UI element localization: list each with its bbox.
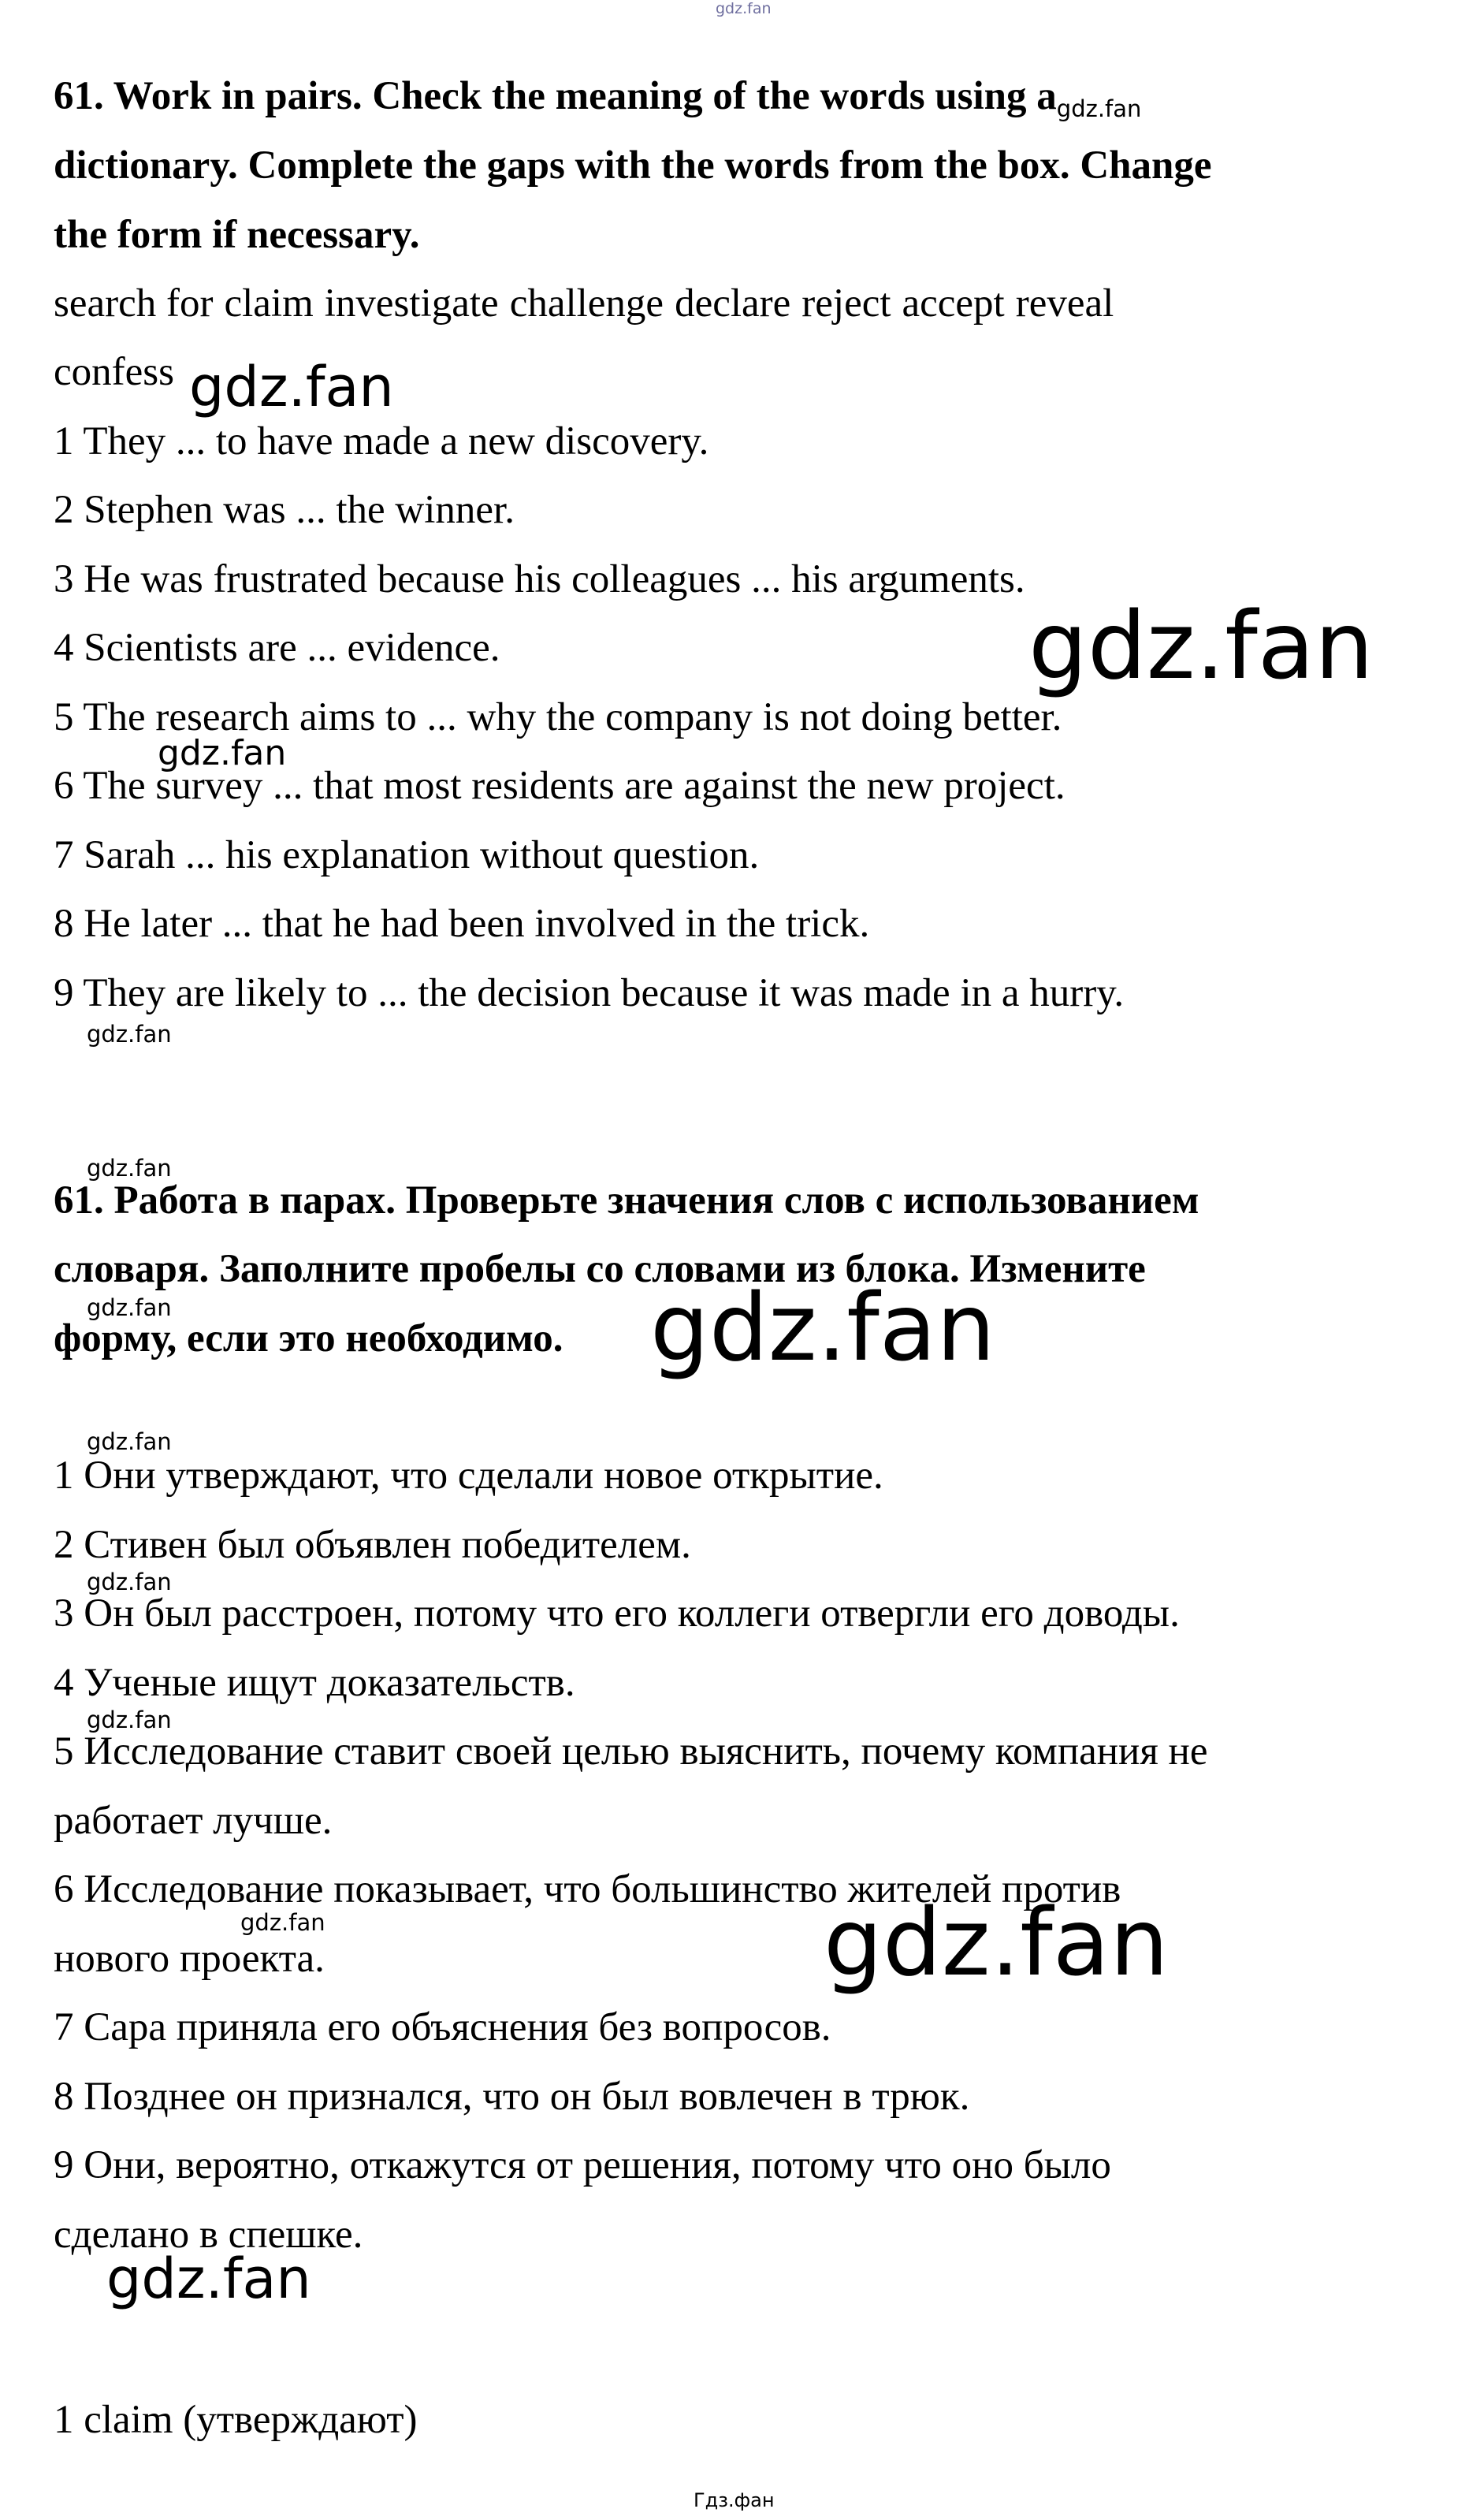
watermark: gdz.fan [106,2246,311,2311]
watermark: gdz.fan [87,1707,172,1733]
word-box-item: investigate [324,281,499,326]
sentence-en-9: 9 They are likely to ... the decision because it was made in a hurry. [54,971,1125,1015]
sentence-ru-5-cont: работает лучше. [54,1799,333,1843]
watermark: gdz.fan [87,1294,172,1321]
word-box-item: confess [54,350,174,394]
watermark: gdz.fan [650,1273,995,1382]
watermark: gdz.fan [158,733,287,773]
sentence-ru-4: 4 Ученые ищут доказательств. [54,1661,575,1705]
sentence-ru-6: 6 Исследование показывает, что большинство жителей против [54,1867,1121,1911]
sentence-ru-9: 9 Они, вероятно, откажутся от решения, потому что оно было [54,2143,1111,2187]
watermark: gdz.fan [240,1909,325,1936]
word-box-item: reject [801,281,891,326]
sentence-ru-1: 1 Они утверждают, что сделали новое открытие. [54,1454,883,1498]
sentence-ru-7: 7 Сара приняла его объяснения без вопросов. [54,2005,831,2049]
sentence-ru-5: 5 Исследование ставит своей целью выяснить, почему компания не [54,1729,1208,1774]
watermark: gdz.fan [87,1155,172,1182]
watermark: gdz.fan [1028,591,1374,700]
word-box-item: reveal [1015,281,1114,326]
word-box [54,280,1114,327]
answer-1: 1 claim (утверждают) [54,2398,418,2442]
sentence-en-2: 2 Stephen was ... the winner. [54,488,515,532]
word-box-continued [54,348,174,396]
task-heading-en-line-3: the form if necessary. [54,213,420,257]
sentence-en-5: 5 The research aims to ... why the company is not doing better. [54,695,1062,739]
task-heading-ru-line-3: форму, если это необходимо. [54,1316,563,1361]
sentence-ru-2: 2 Стивен был объявлен победителем. [54,1523,691,1567]
watermark: gdz.fan [87,1021,172,1048]
sentence-ru-3: 3 Он был расстроен, потому что его коллеги отвергли его доводы. [54,1591,1180,1636]
sentence-ru-9-cont: сделано в спешке. [54,2213,363,2257]
sentence-en-3: 3 He was frustrated because his colleagues ... his arguments. [54,557,1025,601]
sentence-en-1: 1 They ... to have made a new discovery. [54,419,709,463]
task-heading-en-line-1: 61. Work in pairs. Check the meaning of the words using agdz.fan [54,74,1142,122]
word-box-item: claim [224,281,314,326]
sentence-en-6: 6 The survey ... that most residents are against the new project. [54,764,1065,808]
sentence-en-4: 4 Scientists are ... evidence. [54,626,500,670]
task-heading-en-line-2: dictionary. Complete the gaps with the words from the box. Change [54,143,1212,188]
top-watermark: gdz.fan [716,0,772,17]
sentence-ru-6-cont: нового проекта. [54,1937,325,1981]
task-heading-ru-line-2: словаря. Заполните пробелы со словами из блока. Измените [54,1247,1146,1291]
watermark: gdz.fan [87,1428,172,1455]
inline-watermark: gdz.fan [1056,95,1142,122]
task-heading-ru-line-1: 61. Работа в парах. Проверьте значения слов с использованием [54,1178,1199,1223]
word-box-item: challenge [509,281,664,326]
watermark: gdz.fan [824,1888,1169,1997]
sentence-en-7: 7 Sarah ... his explanation without question. [54,833,760,877]
word-box-item: search for [54,281,214,326]
sentence-en-8: 8 He later ... that he had been involved in the trick. [54,902,870,946]
watermark: gdz.fan [87,1569,172,1595]
word-box-item: accept [902,281,1005,326]
sentence-ru-8: 8 Позднее он признался, что он был вовлечен в трюк. [54,2075,970,2119]
footer-watermark: Гдз.фан [694,2489,775,2511]
word-box-item: declare [675,281,791,326]
watermark: gdz.fan [189,355,394,419]
